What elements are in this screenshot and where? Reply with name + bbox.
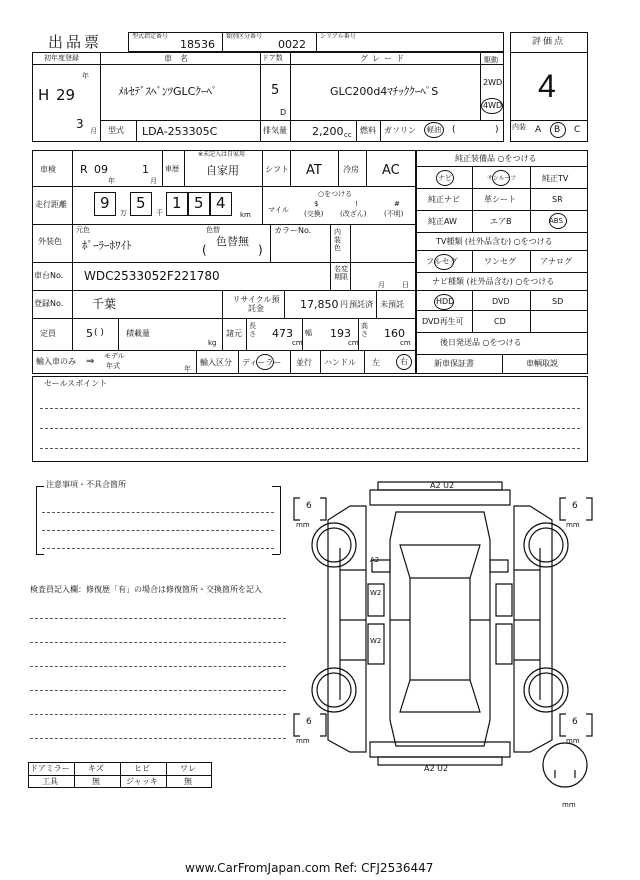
mileage-note-unknown-mark: # — [394, 200, 400, 208]
mileage-man: 万 — [120, 209, 127, 217]
capacity-paren: ( ) — [94, 328, 104, 338]
parts-value: 無 — [184, 777, 192, 786]
fuel-gasoline: ガソリン — [384, 126, 416, 135]
paint-paren-open: ( — [202, 243, 207, 257]
type-value: LDA-253305C — [142, 125, 218, 138]
later-label: 後日発送品 ○をつける — [440, 338, 522, 347]
inspection-label: 車検 — [40, 165, 56, 174]
displacement-label: 排気量 — [263, 126, 287, 135]
reg-value: 千葉 — [92, 297, 117, 311]
drive-4wd: 4WD — [483, 101, 503, 110]
mileage-digit: 5 — [136, 194, 146, 212]
model-year-label-1: モデル — [104, 352, 125, 360]
tire-unit-fr: mm — [566, 521, 580, 529]
length-value: 473 — [272, 327, 293, 340]
capacity-label: 定員 — [40, 329, 56, 338]
parts-header: キズ — [88, 764, 104, 773]
class-code-label: 類別区分番号 — [226, 33, 263, 40]
month-unit: 月 — [90, 127, 97, 135]
equip-abs: ABS — [549, 217, 563, 225]
recycle-paid: 預託済 — [349, 300, 373, 309]
navi-sd: SD — [552, 297, 564, 306]
tire-depth-fr: 6 — [572, 501, 578, 511]
reg-year: 29 — [56, 86, 76, 104]
serial-label: シリアル番号 — [320, 33, 356, 40]
name-change-label: 名変期限 — [334, 265, 348, 282]
tire-depth-fl: 6 — [306, 501, 312, 511]
interior-c: C — [574, 125, 581, 135]
watermark: www.CarFromJapan.com Ref: CFJ2536447 — [185, 861, 434, 875]
color-no-label: カラーNo. — [274, 226, 312, 235]
tire-unit-rr: mm — [566, 737, 580, 745]
doors-suffix: D — [280, 108, 287, 117]
navi-dvd: DVD — [492, 297, 510, 306]
mileage-digit: 4 — [216, 194, 226, 212]
tire-unit-spare: mm — [562, 801, 576, 809]
equip-genuine-aw: 純正AW — [428, 217, 457, 226]
import-only-label: 輸入車のみ — [36, 357, 76, 366]
height-unit: cm — [400, 339, 411, 347]
paint-paren-close: ) — [258, 243, 263, 257]
tv-oneseg: ワンセグ — [484, 257, 516, 266]
orig-color-label: 元色 — [76, 226, 90, 234]
inspection-year: 09 — [94, 163, 108, 176]
inspection-era: R — [80, 163, 88, 176]
model-code-label: 型式指定番号 — [132, 33, 169, 40]
equip-airbag: エアB — [490, 217, 512, 226]
first-reg-label: 初年度登録 — [44, 54, 79, 62]
mileage-note-tamper: (改ざん) — [340, 210, 367, 218]
car-name-value: ﾒﾙｾﾃﾞｽﾍﾞﾝﾂGLCｸｰﾍﾟ — [118, 85, 218, 98]
fuel-label: 燃料 — [360, 126, 376, 135]
shift-label: シフト — [265, 165, 289, 174]
length-label: 長さ — [249, 322, 256, 338]
doors-value: 5 — [271, 83, 280, 98]
left-a2-label: A2 — [370, 556, 380, 564]
import-type-label: 輸入区分 — [200, 358, 232, 367]
navi-hdd: HDD — [436, 297, 455, 306]
width-value: 193 — [330, 327, 351, 340]
recycle-value: 17,850 — [300, 298, 339, 311]
history-label: 車歴 — [165, 165, 179, 173]
caution-label: 注意事項・不具合箇所 — [46, 480, 126, 489]
reg-era: H — [38, 86, 50, 104]
tire-depth-rl: 6 — [306, 717, 312, 727]
fuel-paren-close: ) — [495, 125, 499, 135]
mileage-digit: 1 — [172, 194, 182, 212]
mileage-note-exchange: (交換) — [304, 210, 324, 218]
ext-color-label: 外装色 — [38, 237, 62, 246]
steering-left: 左 — [372, 358, 380, 367]
interior-a: A — [535, 125, 542, 135]
width-unit: cm — [348, 339, 359, 347]
steering-right: 右 — [400, 357, 408, 366]
later-warranty: 新車保証書 — [434, 359, 474, 368]
left-w2-rear-label: W2 — [370, 637, 382, 645]
interior-label: 内装 — [512, 123, 526, 131]
mileage-note-exchange-mark: $ — [314, 200, 319, 208]
chassis-value: WDC2533052F221780 — [84, 269, 220, 283]
inspection-year-unit: 年 — [108, 177, 115, 185]
model-year-label-2: 年式 — [106, 362, 120, 370]
equip-navi: ナビ — [438, 174, 452, 182]
chassis-label: 車台No. — [34, 271, 64, 280]
type-label: 型式 — [108, 126, 124, 135]
mileage-sen: 千 — [156, 209, 163, 217]
name-change-month: 月 — [378, 281, 385, 289]
fuel-paren-open: ( — [452, 125, 456, 135]
doors-label: ドア数 — [262, 54, 283, 62]
load-unit: kg — [208, 339, 217, 347]
load-label: 積載量 — [126, 329, 150, 338]
height-value: 160 — [384, 327, 405, 340]
parts-header: ワレ — [180, 764, 196, 773]
history-value: 自家用 — [206, 164, 239, 177]
equip-sunroof: サンルーフ — [487, 175, 517, 182]
mileage-note-unknown: (不明) — [384, 210, 404, 218]
class-code-value: 0022 — [278, 38, 306, 51]
tire-unit-rl: mm — [296, 737, 310, 745]
displacement-value: 2,200 — [312, 125, 344, 138]
genuine-label: 純正装備品 ○をつける — [455, 154, 537, 163]
tv-label: TV種類 (社外品含む) ○をつける — [436, 237, 553, 246]
equip-genuine-navi: 純正ナビ — [428, 195, 460, 204]
import-dealer: ディーラー — [242, 358, 282, 367]
tire-depth-rr: 6 — [572, 717, 578, 727]
car-name-label: 車名 — [164, 54, 196, 63]
left-w2-front-label: W2 — [370, 589, 382, 597]
reg-month: 3 — [76, 117, 84, 131]
length-unit: cm — [292, 339, 303, 347]
parts-value: 無 — [92, 777, 100, 786]
mileage-note-tamper-mark: ! — [355, 200, 358, 208]
import-parallel: 並行 — [296, 358, 312, 367]
score-value: 4 — [538, 68, 556, 104]
navi-label: ナビ種類 (社外品含む) ○をつける — [432, 277, 555, 286]
tv-analog: アナログ — [540, 257, 572, 266]
drive-2wd: 2WD — [483, 78, 503, 87]
interior-b: B — [554, 125, 561, 135]
orig-color-value: ﾎﾟｰﾗｰﾎﾜｲﾄ — [82, 239, 132, 252]
inspector-label: 検査員記入欄：修復歴「有」の場合は修復箇所・交換箇所を記入 — [30, 585, 262, 594]
parts-value: ジャッキ — [126, 777, 158, 786]
tv-fullseg: フルセグ — [426, 257, 458, 266]
drive-label: 駆動 — [484, 56, 498, 64]
ac-label: 冷房 — [343, 165, 359, 174]
recycle-unit: 円 — [340, 300, 348, 309]
int-color-label: 内装色 — [334, 228, 341, 253]
mileage-note-head: ○をつける — [318, 190, 353, 198]
parts-header: ドアミラー — [30, 764, 70, 773]
parts-header: ヒビ — [134, 764, 150, 773]
history-note: ※未記入は自家用 — [198, 151, 246, 158]
score-label: 評価点 — [532, 37, 566, 47]
model-year-unit: 年 — [184, 365, 191, 373]
displacement-unit: cc — [344, 131, 352, 139]
inspection-month-unit: 月 — [150, 177, 157, 185]
fuel-diesel: 軽油 — [427, 126, 441, 134]
height-label: 高さ — [361, 322, 368, 338]
later-manual: 車輌取説 — [526, 359, 558, 368]
import-arrow: ⇒ — [86, 356, 95, 367]
mileage-km: km — [240, 211, 251, 219]
mileage-digit: 5 — [194, 194, 204, 212]
grade-value: GLC200d4ﾏﾁｯｸｸｰﾍﾟS — [330, 85, 439, 98]
form-title: 出品票 — [48, 33, 103, 51]
equip-tv: 純正TV — [542, 174, 569, 183]
grade-label: グレード — [360, 54, 408, 63]
sales-point-label: セールスポイント — [44, 379, 108, 388]
mileage-note-mile: マイル — [268, 206, 289, 214]
recycle-label: リサイクル預託金 — [232, 295, 280, 314]
parts-value: 工具 — [42, 777, 58, 786]
model-code-value: 18536 — [180, 38, 215, 51]
ac-value: AC — [382, 163, 400, 178]
name-change-day: 日 — [402, 281, 409, 289]
repaint-label: 色替 — [206, 226, 220, 234]
shift-value: AT — [306, 163, 322, 178]
mileage-label: 走行距離 — [35, 200, 67, 209]
navi-cd: CD — [494, 317, 506, 326]
navi-dvd-play: DVD再生可 — [422, 317, 464, 326]
width-label: 幅 — [305, 329, 312, 337]
year-unit: 年 — [82, 72, 89, 80]
dims-label: 諸元 — [226, 329, 242, 338]
capacity-value: 5 — [86, 327, 93, 340]
front-damage-label: A2 U2 — [430, 481, 455, 490]
repaint-value: 色替無 — [216, 235, 249, 248]
tire-unit-fl: mm — [296, 521, 310, 529]
inspection-month: 1 — [142, 163, 149, 176]
recycle-unpaid: 未預託 — [380, 300, 404, 309]
steering-label: ハンドル — [324, 358, 356, 367]
reg-label: 登録No. — [34, 299, 64, 308]
mileage-digit: 9 — [100, 194, 110, 212]
equip-leather: 革シート — [484, 195, 516, 204]
equip-sr: SR — [552, 195, 563, 204]
rear-damage-label: A2 U2 — [424, 764, 449, 773]
